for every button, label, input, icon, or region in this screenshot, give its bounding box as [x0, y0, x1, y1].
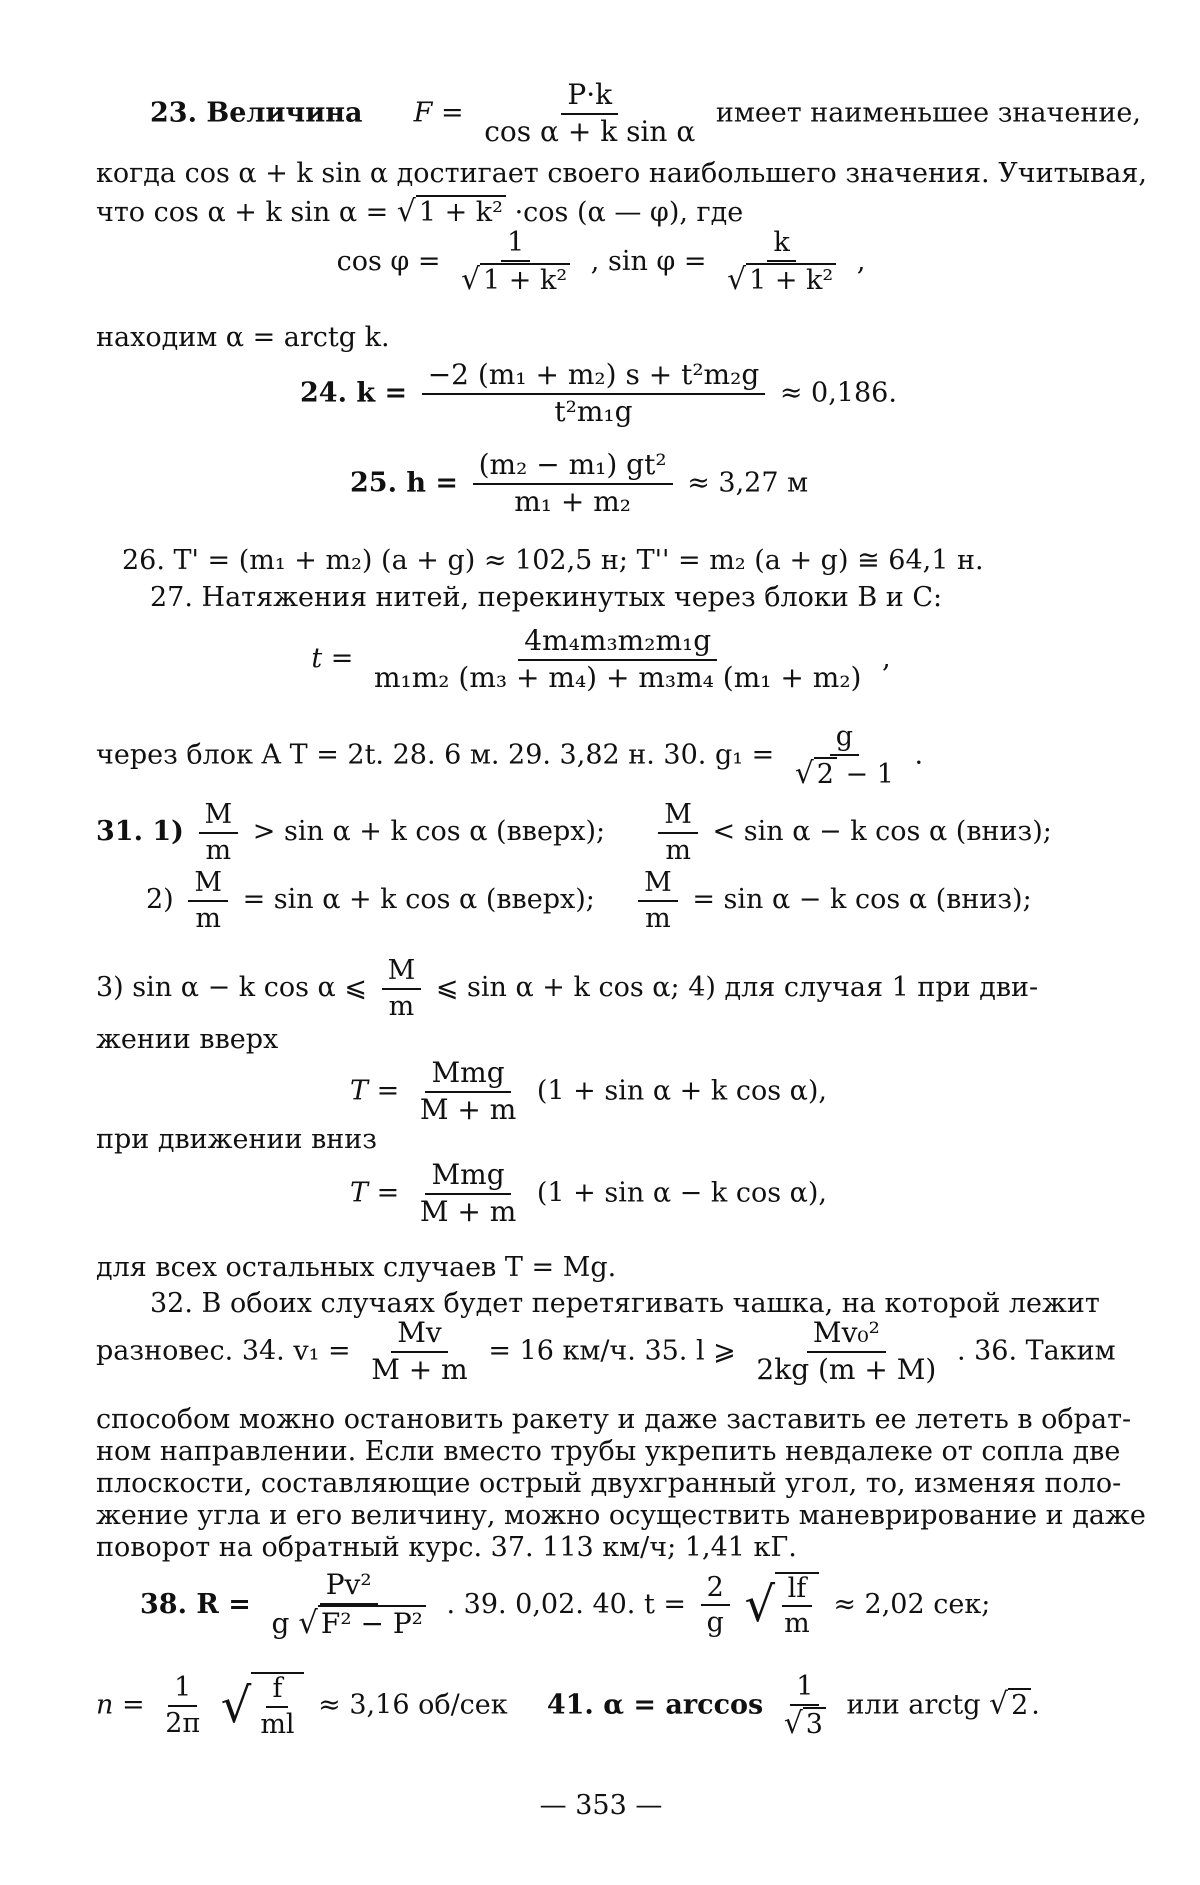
sqrt-sign-icon: √	[298, 1604, 318, 1641]
cos-phi-radicand: 1 + k²	[480, 263, 570, 296]
sin-phi-tail: ,	[856, 245, 866, 277]
sin-phi-lhs: , sin φ =	[590, 245, 707, 277]
answer-36-line6: жение угла и его величину, можно осуществить маневрирование и даже	[96, 1500, 1146, 1531]
answer-25-lhs: 25. h =	[350, 467, 459, 499]
answer-31-r1-label: 31. 1)	[96, 816, 184, 848]
answer-27-fraction	[368, 626, 867, 694]
tension-down-rhs: (1 + sin α − k cos α),	[536, 1177, 827, 1209]
answer-41-denominator	[778, 1706, 832, 1741]
answer-25-fraction	[473, 450, 673, 518]
answer-23-line3-b: ·cos (α — φ), где	[514, 197, 744, 228]
answer-35-denominator: 2kg (m + M)	[756, 1352, 937, 1386]
answer-31-row4: жении вверх	[96, 1024, 279, 1055]
tension-up-fraction	[414, 1058, 522, 1126]
answer-38-line	[140, 1570, 990, 1641]
sqrt-sign-icon: √	[794, 755, 814, 791]
answer-38-denominator	[265, 1605, 431, 1641]
answer-35-fraction	[750, 1318, 942, 1386]
cos-phi-fraction	[455, 228, 576, 296]
answer-41-arctg-radicand: 2	[1008, 1688, 1031, 1721]
answer-35-lhs: = 16 км/ч. 35. l ⩾	[488, 1335, 736, 1367]
answer-36-line5: плоскости, составляющие острый двухгранный угол, то, изменяя поло-	[96, 1468, 1122, 1499]
answer-38-fraction	[265, 1570, 431, 1641]
answer-31-row2	[146, 868, 1032, 933]
answer-23-lhs: F =	[413, 97, 464, 129]
answer-32-line2	[96, 1318, 1116, 1386]
answer-31-row3	[96, 956, 1038, 1021]
answer-40-fraction	[701, 1573, 730, 1638]
tension-down-numerator: Mmg	[425, 1160, 510, 1195]
rotation-fraction	[159, 1673, 206, 1738]
answer-27-formula	[96, 626, 1106, 694]
answer-38-lhs: 38. R =	[140, 1588, 251, 1620]
answer-27-lhs: t =	[311, 643, 354, 675]
answer-23-head: 23. Величина	[150, 97, 363, 129]
answer-24-denominator: t²m₁g	[554, 394, 633, 428]
answer-23-trig	[96, 228, 1106, 296]
sqrt-sign-icon: √	[727, 261, 747, 297]
answer-41-end: .	[1031, 1689, 1040, 1721]
answer-31-tension-down	[350, 1160, 827, 1228]
answer-26: 26. T' = (m₁ + m₂) (a + g) ≈ 102,5 н; T'' = m₂ (a + g) ≅ 64,1 н.	[122, 545, 984, 576]
answer-38-radicand: F² − P²	[318, 1605, 426, 1640]
answer-31-r1-c: < sin α − k cos α (вниз);	[712, 816, 1052, 848]
m-ratio-denominator: m	[205, 834, 232, 866]
answer-30-denominator	[789, 756, 900, 791]
answer-36-line4: ном направлении. Если вместо трубы укрепить невдалеке от сопла две	[96, 1436, 1121, 1467]
m-ratio-fraction	[382, 956, 422, 1021]
answer-30-numerator: g	[830, 722, 859, 756]
tension-down-lhs: T =	[350, 1177, 400, 1209]
answer-30-end: .	[914, 739, 924, 771]
sqrt-sign-icon: √	[744, 1577, 776, 1634]
tension-up-numerator: Mmg	[425, 1058, 510, 1093]
answer-24-rhs: ≈ 0,186.	[779, 377, 897, 409]
answer-31-r2-c: = sin α − k cos α (вниз);	[692, 884, 1032, 916]
answer-39-40-text: . 39. 0,02. 40. t =	[446, 1588, 687, 1620]
answer-31-r3-b: ⩽ sin α + k cos α; 4) для случая 1 при дви-	[435, 972, 1039, 1004]
answer-25-rhs: ≈ 3,27 м	[687, 467, 809, 499]
m-ratio-denominator: m	[195, 902, 221, 934]
answer-23-denominator: cos α + k sin α	[484, 114, 696, 148]
answer-30-den-tail: − 1	[836, 758, 894, 790]
answer-31-others: для всех остальных случаев T = Mg.	[96, 1252, 617, 1283]
cos-phi-numerator: 1	[501, 228, 530, 262]
m-ratio-numerator: M	[199, 800, 239, 834]
answer-27-numerator: 4m₄m₃m₂m₁g	[518, 626, 717, 661]
m-ratio-fraction	[658, 800, 698, 865]
rotation-lhs: n =	[96, 1689, 145, 1721]
sin-phi-denominator	[721, 262, 842, 297]
answer-23-numerator: P·k	[561, 80, 618, 115]
answer-31-tension-up	[350, 1058, 827, 1126]
page-number: — 353 —	[539, 1790, 663, 1821]
m-ratio-numerator: M	[188, 868, 228, 902]
answer-41-lhs: 41. α = arccos	[546, 1689, 764, 1721]
sin-phi-fraction	[721, 228, 842, 296]
m-ratio-denominator: m	[645, 902, 671, 934]
answer-27-line3-a: через блок A T = 2t. 28. 6 м. 29. 3,82 н. 30. g₁ =	[96, 739, 775, 771]
sqrt-sign-icon: √	[989, 1686, 1009, 1722]
tension-down-fraction	[414, 1160, 522, 1228]
answer-23-line3	[96, 194, 743, 229]
answer-27-tail: ,	[882, 643, 891, 675]
cos-phi-denominator	[455, 262, 576, 297]
answer-24-lhs: 24. k =	[300, 377, 408, 409]
answer-30-fraction	[789, 722, 900, 790]
answer-23-line2: когда cos α + k sin α достигает своего наибольшего значения. Учитывая,	[96, 158, 1147, 189]
rotation-rad-numerator: f	[266, 1674, 288, 1708]
m-ratio-numerator: M	[638, 868, 678, 902]
answer-41-tail: или arctg	[846, 1689, 981, 1721]
cos-phi-lhs: cos φ =	[336, 245, 441, 277]
answer-27-line1: 27. Натяжения нитей, перекинутых через блоки B и C:	[150, 582, 943, 613]
answer-32-line1: 32. В обоих случаях будет перетягивать чашка, на которой лежит	[150, 1288, 1100, 1319]
answer-36-head: . 36. Таким	[956, 1335, 1116, 1367]
answer-24-numerator: −2 (m₁ + m₂) s + t²m₂g	[422, 360, 766, 395]
answer-23-tail: имеет наименьшее значение,	[715, 97, 1141, 129]
sqrt-sign-icon: √	[396, 194, 416, 229]
m-ratio-denominator: m	[388, 990, 415, 1022]
answer-25-numerator: (m₂ − m₁) gt²	[473, 450, 673, 485]
answer-34-lhs: разновес. 34. v₁ =	[96, 1335, 351, 1367]
rotation-radical-fraction	[251, 1672, 303, 1739]
tension-up-rhs: (1 + sin α + k cos α),	[536, 1075, 827, 1107]
answer-31-r2-b: = sin α + k cos α (вверх);	[242, 884, 595, 916]
answer-25	[350, 450, 808, 518]
m-ratio-numerator: M	[658, 800, 698, 834]
sqrt-sign-icon: √	[220, 1677, 252, 1734]
answer-31-r2-label: 2)	[146, 884, 174, 916]
answer-34-numerator: Mv	[391, 1318, 448, 1353]
answer-40-rad-denominator: m	[784, 1608, 810, 1640]
m-ratio-numerator: M	[382, 956, 422, 990]
answer-24-fraction	[422, 360, 766, 428]
answer-31-down-label: при движении вниз	[96, 1124, 377, 1155]
answer-35-numerator: Mv₀²	[807, 1318, 886, 1353]
answer-41-line	[96, 1672, 1040, 1740]
tension-up-lhs: T =	[350, 1075, 400, 1107]
answer-23-fraction	[478, 80, 701, 148]
m-ratio-denominator: m	[665, 834, 691, 866]
answer-40-rad-numerator: lf	[782, 1574, 813, 1608]
answer-41-numerator: 1	[790, 1672, 819, 1706]
sin-phi-numerator: k	[767, 228, 795, 262]
answer-23-line1	[150, 80, 1141, 148]
answer-25-denominator: m₁ + m₂	[514, 484, 632, 518]
answer-41-radicand: 3	[803, 1707, 826, 1740]
answer-34-fraction	[365, 1318, 473, 1386]
sin-phi-radicand: 1 + k²	[746, 263, 836, 296]
rotation-numerator: 1	[168, 1673, 197, 1707]
tension-up-denominator: M + m	[419, 1092, 517, 1126]
answer-37-line7: поворот на обратный курс. 37. 113 км/ч; 1,41 кГ.	[96, 1532, 797, 1563]
answer-40-denominator: g	[706, 1607, 724, 1639]
answer-31-row1	[96, 800, 1052, 865]
answer-36-line3: способом можно остановить ракету и даже заставить ее лететь в обрат-	[96, 1404, 1132, 1435]
answer-27-denominator: m₁m₂ (m₃ + m₄) + m₃m₄ (m₁ + m₂)	[373, 660, 862, 694]
m-ratio-fraction	[188, 868, 228, 933]
answer-40-rhs: ≈ 2,02 сек;	[833, 1588, 991, 1620]
answer-23-result: находим α = arctg k.	[96, 322, 390, 353]
answer-31-r3-a: 3) sin α − k cos α ⩽	[96, 972, 367, 1004]
answer-27-line3	[96, 722, 923, 790]
answer-34-denominator: M + m	[371, 1352, 468, 1386]
tension-down-denominator: M + m	[419, 1194, 517, 1228]
answer-38-numerator: Pv²	[320, 1570, 378, 1605]
m-ratio-fraction	[199, 800, 239, 865]
answer-30-radicand: 2	[814, 757, 837, 790]
answer-38-den-g: g	[271, 1606, 290, 1640]
answer-31-r1-b: > sin α + k cos α (вверх);	[252, 816, 606, 848]
m-ratio-fraction	[638, 868, 678, 933]
answer-41-fraction	[778, 1672, 832, 1740]
answer-23-line3-a: что cos α + k sin α =	[96, 197, 389, 228]
answer-23-radicand: 1 + k²	[416, 195, 506, 228]
rotation-denominator: 2π	[165, 1708, 201, 1740]
answer-40-numerator: 2	[701, 1573, 730, 1607]
answer-40-radical-fraction	[775, 1572, 819, 1639]
answer-24	[300, 360, 897, 428]
rotation-rhs: ≈ 3,16 об/сек	[318, 1689, 508, 1721]
sqrt-sign-icon: √	[783, 1705, 803, 1741]
sqrt-sign-icon: √	[461, 261, 481, 297]
rotation-rad-denominator: ml	[260, 1709, 295, 1741]
